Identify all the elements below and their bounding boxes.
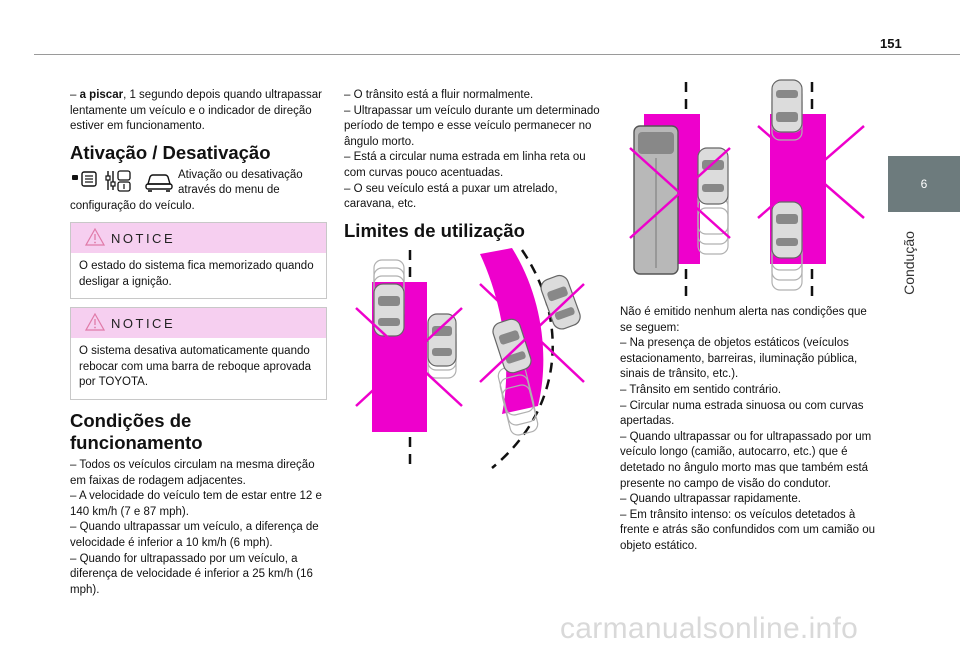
warning-icon	[85, 313, 105, 331]
list-item: – Circular numa estrada sinuosa ou com curvas apertadas.	[620, 399, 864, 428]
watermark: carmanualsonline.info	[560, 612, 859, 645]
list-item: – Trânsito em sentido contrário.	[620, 383, 782, 396]
other-car-icon	[539, 273, 583, 331]
steering-controls-icon	[72, 168, 178, 194]
activation-text-line-2: através do menu de	[178, 184, 280, 196]
list-item: – Está a circular numa estrada em linha reta ou com curvas pouco acentuadas.	[344, 151, 586, 179]
other-car-icon	[772, 80, 802, 132]
intro-paragraph: – a piscar, 1 segundo depois quando ultrapassar lentamente um veículo e o indicador de direção estiver em funcionamento.	[70, 89, 322, 133]
list-item: – Ultrapassar um veículo durante um determinado período de tempo e esse veículo permanecer no ângulo morto.	[344, 104, 600, 148]
notice-text: O estado do sistema fica memorizado quando desligar a ignição.	[79, 260, 314, 288]
other-car-icon	[428, 314, 456, 366]
page-number: 151	[880, 36, 902, 51]
limits-list	[620, 305, 878, 555]
list-item: – Quando ultrapassar um veículo, a diferença de velocidade é inferior a 10 km/h (6 mph).	[70, 521, 319, 549]
blind-spot-illustration-1	[352, 246, 612, 472]
notice-box	[70, 222, 327, 299]
activation-text-line-3: configuração do veículo.	[70, 200, 195, 212]
notice-box	[70, 307, 327, 400]
conditions-list-continued	[344, 88, 602, 213]
list-item: – Em trânsito intenso: os veículos detetados à frente e atrás são confundidos com um camião ou objeto estático.	[620, 508, 876, 552]
header-divider	[34, 54, 960, 55]
other-car-icon	[698, 148, 728, 204]
chapter-label: Condução	[901, 231, 917, 295]
warning-icon	[85, 228, 105, 246]
heading-conditions-line-2: funcionamento	[70, 432, 203, 453]
blind-spot-illustration-2	[614, 78, 884, 300]
limits-intro: Não é emitido nenhum alerta nas condições que se seguem:	[620, 306, 867, 334]
menu-button-icon	[72, 172, 96, 186]
own-car-icon	[772, 202, 802, 258]
heading-conditions-line-1: Condições de	[70, 410, 192, 431]
list-item: – Na presença de objetos estáticos (veículos estacionamento, barreiras, iluminação pública, sinais de trânsito, etc.).	[620, 337, 858, 381]
list-item: – Quando ultrapassar ou for ultrapassado por um veículo longo (camião, autocarro, etc.) que é detetado no ângulo morto mas que também está presente no campo de visão do condutor.	[620, 430, 872, 490]
notice-title: NOTICE	[111, 231, 176, 246]
list-item: – Todos os veículos circulam na mesma direção em faixas de rodagem adjacentes.	[70, 459, 315, 487]
settings-icon	[106, 171, 130, 191]
car-icon	[146, 175, 172, 191]
chapter-tab[interactable]: 6	[888, 156, 960, 212]
list-item: – Quando ultrapassar rapidamente.	[620, 493, 801, 506]
list-item: – A velocidade do veículo tem de estar entre 12 e 140 km/h (7 e 87 mph).	[70, 490, 322, 518]
heading-limits: Limites de utilização	[344, 220, 525, 241]
notice-text: O sistema desativa automaticamente quando rebocar com uma barra de reboque aprovada por TOYOTA.	[79, 345, 312, 389]
notice-title: NOTICE	[111, 316, 176, 331]
list-item: – O seu veículo está a puxar um atrelado, caravana, etc.	[344, 182, 558, 211]
list-item: – O trânsito está a fluir normalmente.	[344, 89, 534, 101]
activation-text-line-1: Ativação ou desativação	[178, 169, 303, 181]
heading-activation: Ativação / Desativação	[70, 142, 271, 163]
list-item: – Quando for ultrapassado por um veículo, a diferença de velocidade é inferior a 25 km/h (16 mph).	[70, 552, 313, 596]
conditions-list	[70, 458, 328, 598]
